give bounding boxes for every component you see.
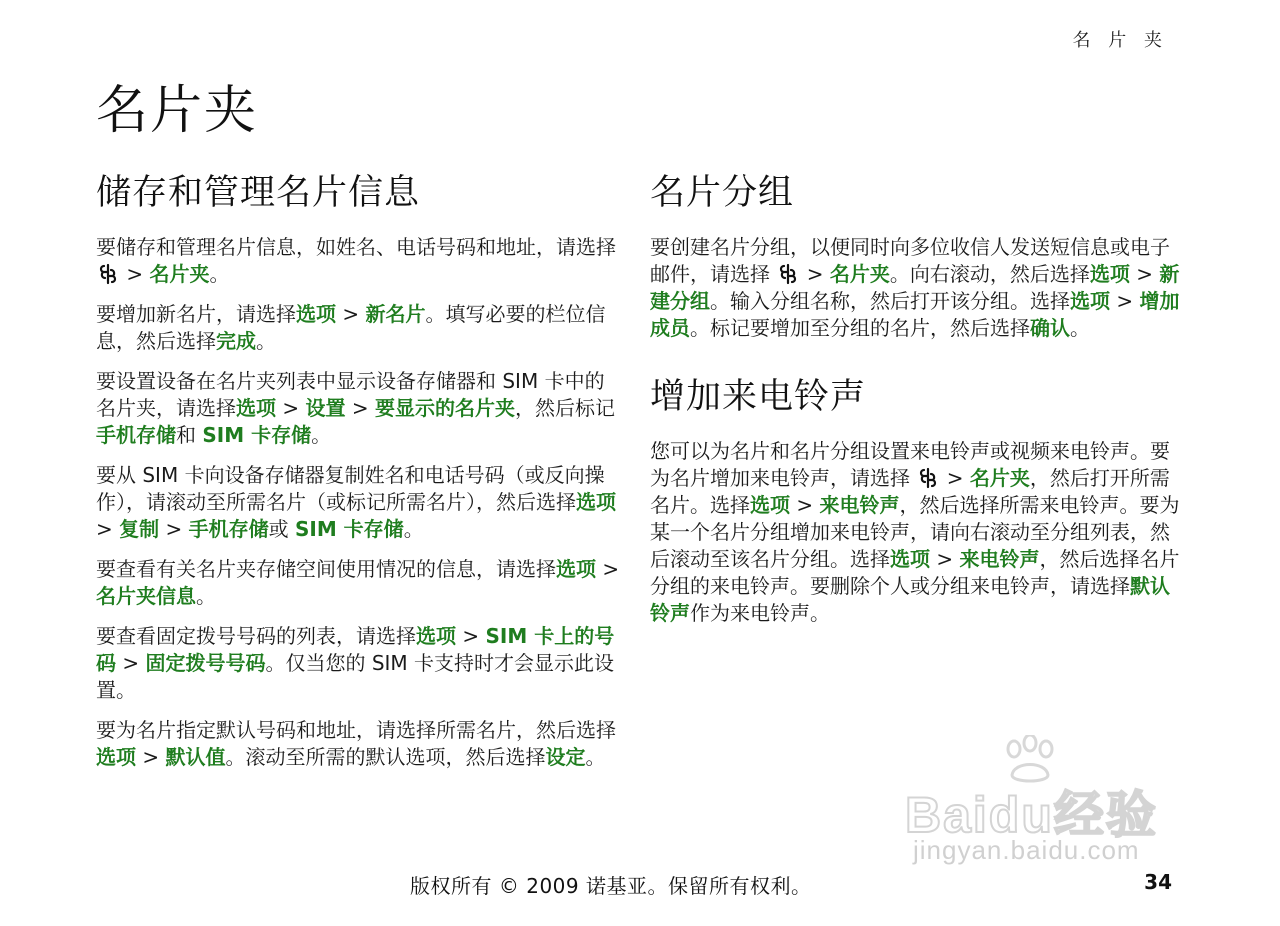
menu-key-icon xyxy=(778,263,798,285)
text: > xyxy=(159,517,189,541)
text: > xyxy=(1110,289,1140,313)
text: 。 xyxy=(311,423,332,447)
text: 。 xyxy=(585,745,606,769)
link-settings: 设置 xyxy=(305,396,346,420)
link-new-group: 新建分组 xyxy=(650,262,1180,313)
paragraph xyxy=(650,234,1180,342)
link-phone-memory: 手机存储 xyxy=(188,517,269,541)
link-copy: 复制 xyxy=(119,517,160,541)
section-title-contact-groups: 名片分组 xyxy=(650,173,795,213)
text: > xyxy=(1129,262,1160,286)
text: 要储存和管理名片信息，如姓名、电话号码和地址，请选择 xyxy=(96,235,616,259)
paragraph xyxy=(96,301,624,355)
text: 。 xyxy=(196,584,216,608)
text: 。 xyxy=(209,262,230,286)
text: 要从 SIM 卡向设备存储器复制姓名和电话号码（或反向操作），请滚动至所需名片（或标记所需名片），然后选择 xyxy=(96,463,605,514)
text: 。仅当您的 SIM 卡支持时才会显示此设置。 xyxy=(96,651,615,702)
text: 。 xyxy=(256,329,276,353)
link-ok: 确认 xyxy=(1030,316,1070,340)
text: 。标记要增加至分组的名片，然后选择 xyxy=(690,316,1030,340)
text: 要查看固定拨号号码的列表，请选择 xyxy=(96,624,416,648)
link-options: 选项 xyxy=(576,490,616,514)
text: 。输入分组名称，然后打开该分组。选择 xyxy=(710,289,1070,313)
text: 要为名片指定默认号码和地址，请选择所需名片，然后选择 xyxy=(96,718,616,742)
text: 要创建名片分组，以便同时向多位收信人发送短信息或电子邮件，请选择 xyxy=(650,235,1170,286)
text: > xyxy=(136,745,166,769)
section-title-manage-contacts: 储存和管理名片信息 xyxy=(96,173,421,213)
text: > xyxy=(596,557,620,581)
text: 。滚动至所需的默认选项，然后选择 xyxy=(225,745,546,769)
link-ringing-tone: 来电铃声 xyxy=(959,547,1040,571)
paragraph xyxy=(96,623,624,704)
link-ringing-tone: 来电铃声 xyxy=(819,493,900,517)
link-options: 选项 xyxy=(1070,289,1110,313)
text: 。 xyxy=(403,517,424,541)
link-sim-memory: SIM 卡存储 xyxy=(294,517,404,541)
link-options: 选项 xyxy=(890,547,930,571)
text: 。向右滚动，然后选择 xyxy=(889,262,1090,286)
paragraph xyxy=(96,368,624,449)
paragraph xyxy=(96,462,624,543)
page-title: 名片夹 xyxy=(96,81,259,141)
baidu-watermark xyxy=(905,735,1205,875)
text: > xyxy=(120,262,150,286)
page-number: 34 xyxy=(1144,870,1172,894)
left-column xyxy=(96,168,624,784)
right-column xyxy=(650,168,1180,640)
link-options: 选项 xyxy=(416,624,456,648)
link-options: 选项 xyxy=(556,557,596,581)
text: > xyxy=(96,517,120,541)
paragraph xyxy=(96,556,624,610)
link-sim-numbers: SIM 卡上的号码 xyxy=(96,624,615,675)
link-options: 选项 xyxy=(96,745,136,769)
link-options: 选项 xyxy=(1089,262,1130,286)
text: 作为来电铃声。 xyxy=(690,601,830,625)
text: ，然后标记 xyxy=(514,396,615,420)
text: > xyxy=(345,396,375,420)
link-assign: 设定 xyxy=(545,745,586,769)
watermark-brand: Baidu经验 xyxy=(905,787,1158,843)
text: 。填写必要的栏位信息，然后选择 xyxy=(96,302,606,353)
text: > xyxy=(800,262,830,286)
link-contacts: 名片夹 xyxy=(149,262,210,286)
link-options: 选项 xyxy=(236,396,276,420)
link-phone-memory: 手机存储 xyxy=(96,423,176,447)
text: ，然后打开所需名片。选择 xyxy=(650,466,1170,517)
link-add-members: 增加成员 xyxy=(650,289,1180,340)
text: ，然后选择名片分组的来电铃声。要删除个人或分组来电铃声，请选择 xyxy=(650,547,1180,598)
text: > xyxy=(456,624,486,648)
link-contacts: 名片夹 xyxy=(969,466,1030,490)
link-contacts-info: 名片夹信息 xyxy=(96,584,196,608)
link-new-contact: 新名片 xyxy=(365,302,426,326)
text: > xyxy=(930,547,960,571)
text: 。 xyxy=(1070,316,1090,340)
paragraph xyxy=(96,234,624,288)
text: > xyxy=(276,396,306,420)
watermark-url: jingyan.baidu.com xyxy=(913,835,1140,865)
text: 您可以为名片和名片分组设置来电铃声或视频来电铃声。要为名片增加来电铃声，请选择 xyxy=(650,439,1170,490)
menu-key-icon xyxy=(918,467,938,489)
link-sim-memory: SIM 卡存储 xyxy=(202,423,312,447)
link-done: 完成 xyxy=(216,329,256,353)
link-contacts: 名片夹 xyxy=(829,262,890,286)
link-default-tone: 默认铃声 xyxy=(650,574,1170,625)
text: > xyxy=(940,466,970,490)
link-fixed-dialing: 固定拨号号码 xyxy=(145,651,266,675)
link-options: 选项 xyxy=(750,493,790,517)
text: 要增加新名片，请选择 xyxy=(96,302,296,326)
text: > xyxy=(116,651,146,675)
text: > xyxy=(790,493,820,517)
text: 或 xyxy=(268,517,295,541)
link-contacts-to-display: 要显示的名片夹 xyxy=(374,396,515,420)
section-title-ringing-tones: 增加来电铃声 xyxy=(650,377,867,417)
text: ，然后选择所需来电铃声。要为某一个名片分组增加来电铃声，请向右滚动至分组列表，然后滚动至该名片分组。选择 xyxy=(650,493,1180,571)
footer-copyright: 版权所有 © 2009 诺基亚。保留所有权利。 xyxy=(410,874,812,898)
menu-key-icon xyxy=(98,263,118,285)
paragraph xyxy=(96,717,624,771)
text: > xyxy=(336,302,366,326)
link-defaults: 默认值 xyxy=(165,745,226,769)
paragraph xyxy=(650,438,1180,627)
text: 要查看有关名片夹存储空间使用情况的信息，请选择 xyxy=(96,557,556,581)
text: 要设置设备在名片夹列表中显示设备存储器和 SIM 卡中的名片夹，请选择 xyxy=(96,369,605,420)
link-options: 选项 xyxy=(296,302,336,326)
running-header: 名 片 夹 xyxy=(1072,30,1168,51)
text: 和 xyxy=(176,423,203,447)
